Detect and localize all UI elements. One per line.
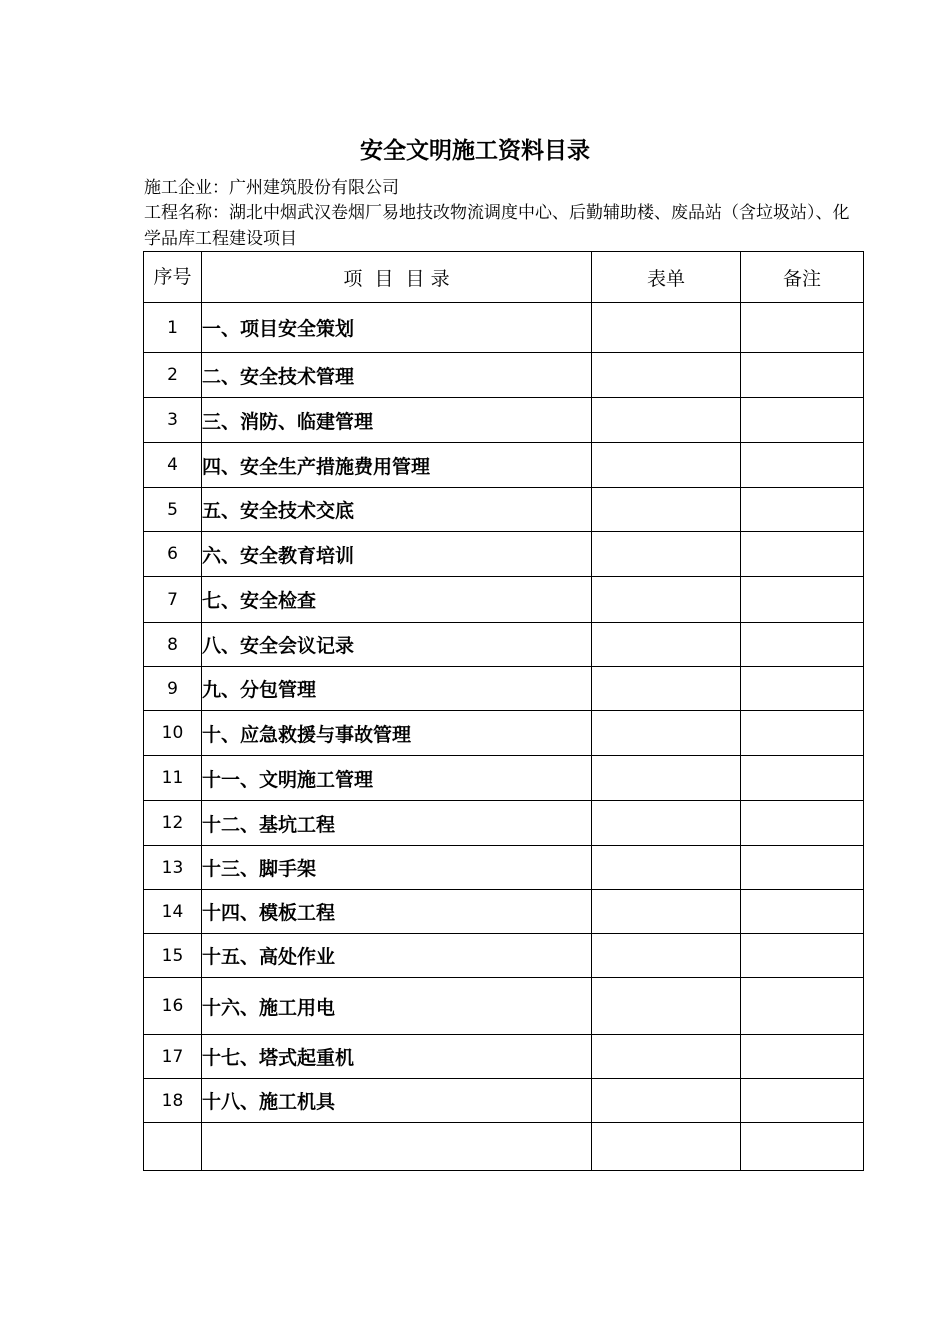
row-remark-cell — [741, 303, 864, 353]
table-row — [144, 532, 864, 577]
row-number: 17 — [144, 1035, 202, 1079]
row-number: 9 — [144, 667, 202, 711]
header-remark: 备注 — [741, 252, 864, 303]
row-item: 十七、塔式起重机 — [202, 1035, 592, 1079]
row-number: 18 — [144, 1079, 202, 1123]
table-row — [144, 890, 864, 934]
row-form-cell — [592, 1079, 741, 1123]
row-remark-cell — [741, 398, 864, 443]
row-form-cell — [592, 890, 741, 934]
row-number: 4 — [144, 443, 202, 488]
row-item: 十一、文明施工管理 — [202, 756, 592, 801]
row-item: 十二、基坑工程 — [202, 801, 592, 846]
row-item: 八、安全会议记录 — [202, 623, 592, 667]
row-remark-cell — [741, 978, 864, 1035]
row-number: 10 — [144, 711, 202, 756]
row-remark-cell — [741, 532, 864, 577]
row-form-cell — [592, 1035, 741, 1079]
row-number: 5 — [144, 488, 202, 532]
row-number: 14 — [144, 890, 202, 934]
table-row — [144, 1079, 864, 1123]
row-remark-cell — [741, 443, 864, 488]
row-remark-cell — [741, 756, 864, 801]
row-item: 五、安全技术交底 — [202, 488, 592, 532]
table-row — [144, 398, 864, 443]
row-form-cell — [592, 398, 741, 443]
table-row — [144, 1035, 864, 1079]
row-item: 六、安全教育培训 — [202, 532, 592, 577]
project-line: 工程名称：湖北中烟武汉卷烟厂易地技改物流调度中心、后勤辅助楼、废品站（含垃圾站）、化学品库工程建设项目 — [144, 203, 850, 249]
row-form-cell — [592, 488, 741, 532]
header-no: 序号 — [144, 252, 202, 303]
row-remark-cell — [741, 667, 864, 711]
table-row — [144, 443, 864, 488]
table-row — [144, 577, 864, 623]
row-form-cell — [592, 667, 741, 711]
table-row — [144, 667, 864, 711]
row-remark-cell — [741, 1035, 864, 1079]
table-header-row — [144, 252, 864, 303]
table-row — [144, 623, 864, 667]
row-remark-cell — [741, 488, 864, 532]
row-item: 十四、模板工程 — [202, 890, 592, 934]
row-form-cell — [592, 532, 741, 577]
row-remark-cell — [741, 577, 864, 623]
table-row — [144, 303, 864, 353]
row-number — [144, 1123, 202, 1171]
row-item: 三、消防、临建管理 — [202, 398, 592, 443]
row-form-cell — [592, 303, 741, 353]
row-number: 16 — [144, 978, 202, 1035]
row-item: 二、安全技术管理 — [202, 353, 592, 398]
row-remark-cell — [741, 934, 864, 978]
row-form-cell — [592, 756, 741, 801]
row-item: 十六、施工用电 — [202, 978, 592, 1035]
row-item: 九、分包管理 — [202, 667, 592, 711]
row-item: 十八、施工机具 — [202, 1079, 592, 1123]
table-row — [144, 978, 864, 1035]
row-number: 12 — [144, 801, 202, 846]
row-number: 6 — [144, 532, 202, 577]
row-number: 15 — [144, 934, 202, 978]
row-item: 一、项目安全策划 — [202, 303, 592, 353]
row-form-cell — [592, 934, 741, 978]
row-number: 1 — [144, 303, 202, 353]
header-form: 表单 — [592, 252, 741, 303]
table-row — [144, 488, 864, 532]
row-form-cell — [592, 623, 741, 667]
row-form-cell — [592, 978, 741, 1035]
row-number: 7 — [144, 577, 202, 623]
table-row — [144, 1123, 864, 1171]
row-form-cell — [592, 711, 741, 756]
table-row — [144, 801, 864, 846]
row-form-cell — [592, 443, 741, 488]
row-remark-cell — [741, 711, 864, 756]
table-row — [144, 846, 864, 890]
row-remark-cell — [741, 890, 864, 934]
row-form-cell — [592, 353, 741, 398]
row-item: 七、安全检查 — [202, 577, 592, 623]
row-form-cell — [592, 801, 741, 846]
table-row — [144, 711, 864, 756]
row-number: 13 — [144, 846, 202, 890]
catalog-table — [143, 251, 864, 1171]
row-item: 四、安全生产措施费用管理 — [202, 443, 592, 488]
row-item — [202, 1123, 592, 1171]
row-item: 十三、脚手架 — [202, 846, 592, 890]
row-remark-cell — [741, 846, 864, 890]
row-number: 8 — [144, 623, 202, 667]
row-form-cell — [592, 577, 741, 623]
document-title: 安全文明施工资料目录 — [360, 138, 590, 164]
table-row — [144, 934, 864, 978]
row-remark-cell — [741, 623, 864, 667]
row-form-cell — [592, 846, 741, 890]
row-number: 11 — [144, 756, 202, 801]
row-remark-cell — [741, 1079, 864, 1123]
table-row — [144, 353, 864, 398]
row-number: 3 — [144, 398, 202, 443]
row-form-cell — [592, 1123, 741, 1171]
row-remark-cell — [741, 801, 864, 846]
row-number: 2 — [144, 353, 202, 398]
table-row — [144, 756, 864, 801]
table-body — [144, 303, 864, 1171]
company-line: 施工企业：广州建筑股份有限公司 — [144, 178, 399, 198]
header-item: 项 目 目 录 — [202, 252, 592, 303]
row-remark-cell — [741, 353, 864, 398]
row-item: 十五、高处作业 — [202, 934, 592, 978]
row-remark-cell — [741, 1123, 864, 1171]
row-item: 十、应急救援与事故管理 — [202, 711, 592, 756]
